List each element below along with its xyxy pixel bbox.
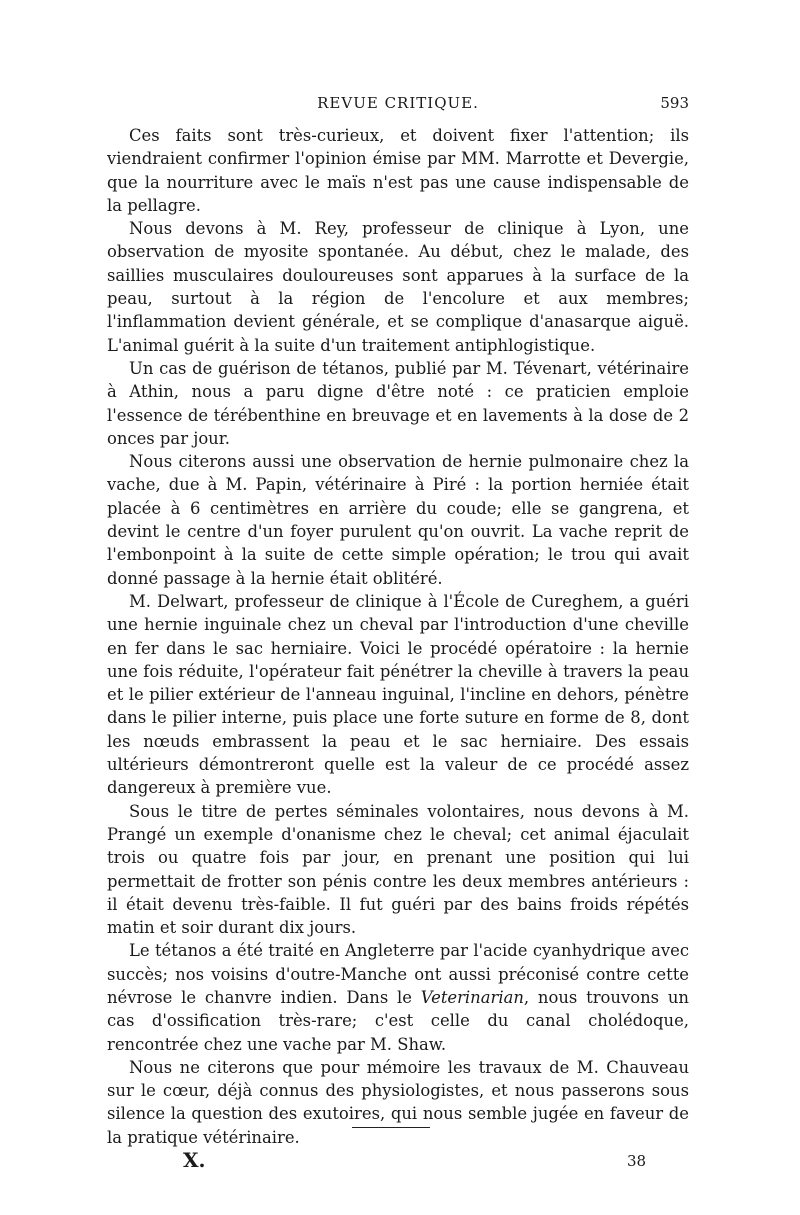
paragraph-seminal-losses: Sous le titre de pertes séminales volontaires, nous devons à M. Prangé un exemple d'onanisme chez le cheval; cet animal éjaculait trois ou quatre fois par jour, en prenant une position qui lui permettait de frotter son pénis contre les deux membres antérieurs : il était devenu très-faible. Il fut guéri par des bains froids répétés matin et soir durant dix jours.: [107, 801, 689, 938]
running-title: REVUE CRITIQUE.: [317, 94, 479, 112]
article-body: [107, 124, 689, 1149]
journal-title: Veterinarian: [420, 987, 524, 1007]
paragraph-tetanus-turpentine: Un cas de guérison de tétanos, publié par M. Tévenart, vétérinaire à Athin, nous a paru digne d'être noté : ce praticien emploie l'essence de térébenthine en breuvage et en lavements à la dose de 2 onces par jour.: [107, 358, 689, 448]
paragraph-pulmonary-hernia: Nous citerons aussi une observation de hernie pulmonaire chez la vache, due à M. Papin, vétérinaire à Piré : la portion herniée était placée à 6 centimètres en arrière du coude; elle se gangrena, et devint le centre d'un foyer purulent qu'on ouvrit. La vache reprit de l'embonpoint à la suite de cette simple opération; le trou qui avait donné passage à la hernie était oblitéré.: [107, 452, 689, 588]
paragraph-inguinal-hernia: M. Delwart, professeur de clinique à l'École de Cureghem, a guéri une hernie inguinale chez un cheval par l'introduction d'une cheville en fer dans le sac herniaire. Voici le procédé opératoire : la hernie une fois réduite, l'opérateur fait pénétrer la cheville à travers la peau et le pilier extérieur de l'anneau inguinal, l'incline en dehors, pénètre dans le pilier interne, puis place une forte suture en forme de 8, dont les nœuds embrassent la peau et le sac herniaire. Des essais ultérieurs démontreront quelle est la valeur de ce procédé assez dangereux à première vue.: [107, 591, 689, 798]
closing-rule: [352, 1127, 430, 1128]
sheet-number: 38: [627, 1152, 647, 1170]
page-number: 593: [660, 94, 689, 112]
paragraph-myositis: Nous devons à M. Rey, professeur de clinique à Lyon, une observation de myosite spontanée. Au début, chez le malade, des saillies musculaires douloureuses sont apparues à la surface de la peau, surtout à la région de l'encolure et aux membres; l'inflammation devient générale, et se complique d'anasarque aiguë. L'animal guérit à la suite d'un traitement antiphlogistique.: [107, 219, 689, 355]
paragraph-maize-pellagra: Ces faits sont très-curieux, et doivent fixer l'attention; ils viendraient confirmer l'opinion émise par MM. Marrotte et Devergie, que la nourriture avec le maïs n'est pas une cause indispensable de la pellagre.: [107, 126, 689, 215]
paragraph-text-after: , nous trouvons un cas d'ossification très-rare; c'est celle du canal cholédoque, rencontrée chez une vache par M. Shaw.: [107, 987, 689, 1054]
signature-letter: X.: [183, 1148, 206, 1172]
paragraph-text-before: Le tétanos a été traité en Angleterre par l'acide cyanhydrique avec succès; nos voisins d'outre-Manche ont aussi préconisé contre cette névrose le chanvre indien. Dans le: [107, 941, 689, 1007]
paragraph-tetanus-england: [107, 939, 689, 1055]
page-header: [107, 92, 689, 120]
paragraph-chauveau: Nous ne citerons que pour mémoire les travaux de M. Chauveau sur le cœur, déjà connus des physiologistes, et nous passerons sous silence la question des exutoires, qui nous semble jugée en faveur de la pratique vétérinaire.: [107, 1057, 689, 1147]
